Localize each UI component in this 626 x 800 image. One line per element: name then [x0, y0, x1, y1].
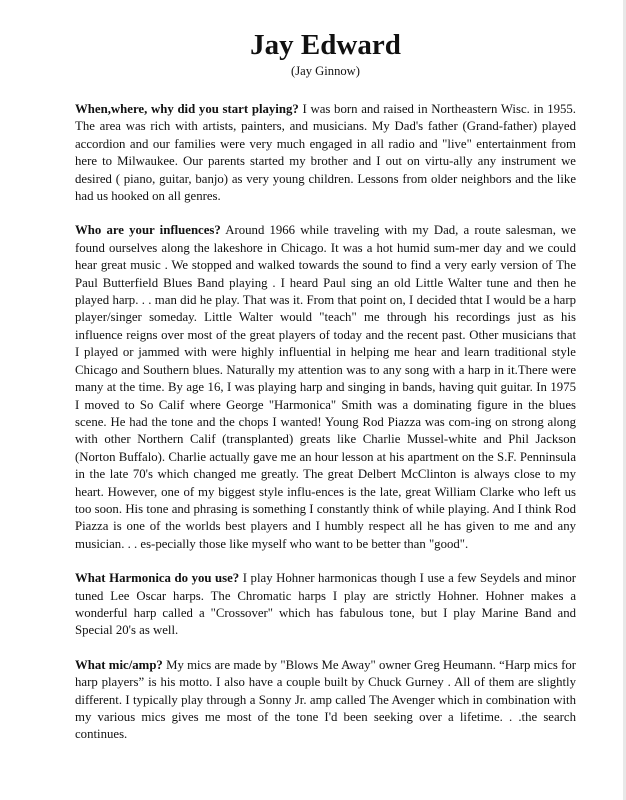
question-label: What Harmonica do you use?: [75, 571, 240, 586]
answer-text: Around 1966 while traveling with my Dad, a route salesman, we found ourselves along the lakeshore in Chicago. It was a hot humid sum-mer day and we could hear great music . We stopped and walked towards the sound to find a very early version of The Paul Butterfield Blues Band playing . I heard Paul sing an old Little Walter tune and then he played harp. . . man did he play. That was it. From that point on, I decided thtat I would be a harp player/singer someday. Little Walter would "teach" me through his recordings just as his influence reigns over most of the great players of today and the recent past. Other musicians that I played or jammed with were highly influential in helping me hear and learn traditional style Chicago and Southern blues. Naturally my attention was to any song with a harp in it.There were many at the time. By age 16, I was playing harp and singing in bands, having quit guitar. In 1975 I moved to So Calif where George "Harmonica" Smith was a dominating figure in the blues scene. He had the tone and the chops I wanted! Young Rod Piazza was com-ing on strong along with other Northern Calif (transplanted) greats like Charlie Mussel-white and Phil Jackson (Norton Buffalo). Charlie actually gave me an hour lesson at his apartment on the S.F. Penninsula in the late 70's which changed me greatly. The great Delbert McClinton is always close to my heart. However, one of my biggest style influ-ences is the late, great William Clarke who left us too soon. His tone and phrasing is something I constantly think of while playing. And I think Rod Piazza is one of the worlds best players and I humbly respect all he has given to me and any musician. . . es-pecially those like myself who want to be better than "good".: [75, 223, 576, 551]
answer-text: I was born and raised in Northeastern Wisc. in 1955. The area was rich with artists, painters, and musicians. My Dad's father (Grand-father) played accordion and our families were very much engaged in all radio and "live" entertainment from here to Milwaukee. Our parents started my brother and I out on virtu-ally any instrument we desired ( piano, guitar, banjo) as very young children. Lessons from older neighbors and the like had us hooked on all genres.: [75, 102, 576, 204]
question-label: When,where, why did you start playing?: [75, 102, 299, 116]
question-label: Who are your influences?: [75, 223, 221, 238]
section-mic-amp: [75, 657, 576, 744]
section-start-playing: [75, 101, 576, 205]
question-label: What mic/amp?: [75, 657, 163, 672]
section-harmonica: [75, 570, 576, 640]
answer-text: I play Hohner harmonicas though I use a few Seydels and minor tuned Lee Oscar harps. The Chromatic harps I play are strictly Hohner. Hohner makes a wonderful harp called a "Crossover" which has fabulous tone, but I play Marine Band and Special 20's as well.: [75, 571, 576, 638]
page-title: Jay Edward: [250, 29, 401, 61]
page-subtitle: (Jay Ginnow): [291, 64, 360, 78]
answer-text: My mics are made by "Blows Me Away" owner Greg Heumann. “Harp mics for harp players” is his motto. I also have a couple built by Chuck Gurney . All of them are slightly different. I typically play through a Sonny Jr. amp called The Avenger which in combination with my various mics gives me most of the tone I'd been seeking over a lifetime. . .the search continues.: [75, 657, 576, 742]
section-influences: [75, 222, 576, 553]
